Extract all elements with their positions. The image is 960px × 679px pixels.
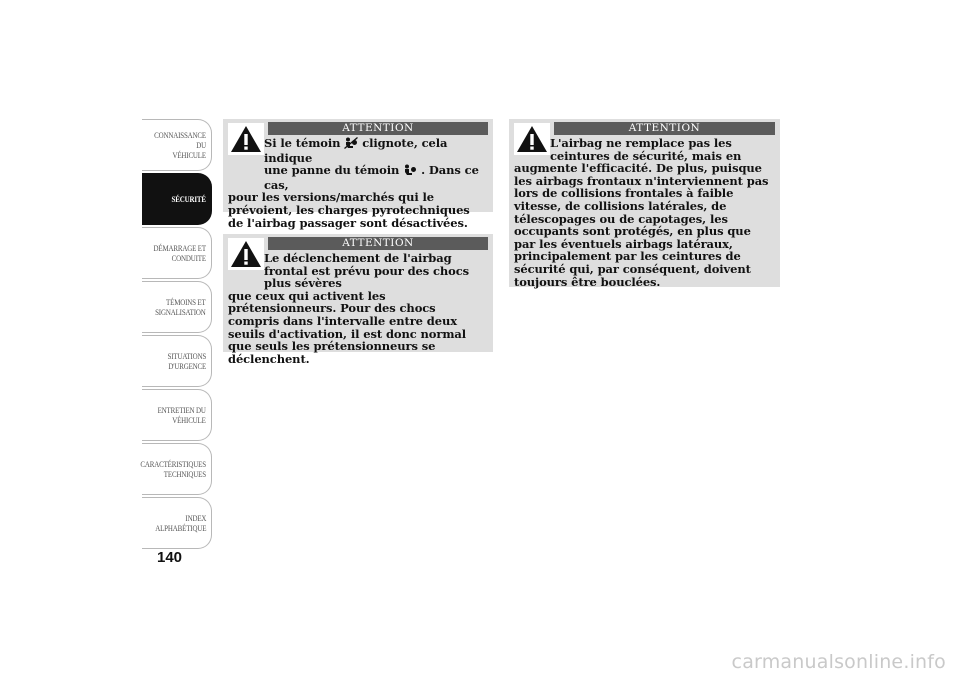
tab-demarrage-et-conduite[interactable]	[142, 227, 212, 279]
tab-entretien-du-vehicule[interactable]	[142, 389, 212, 441]
tab-situations-d-urgence[interactable]	[142, 335, 212, 387]
warning-triangle-icon	[514, 123, 550, 155]
warning-text-part: une panne du témoin	[264, 163, 400, 178]
warning-triangle-icon	[228, 123, 264, 155]
warning-heading: ATTENTION	[268, 122, 488, 135]
tab-index-alphabetique[interactable]	[142, 497, 212, 549]
tab-label: DÉMARRAGE ET CONDUITE	[153, 243, 206, 263]
passenger-airbag-off-icon	[344, 137, 358, 152]
tab-label: ENTRETIEN DU VÉHICULE	[157, 405, 206, 425]
warning-text-part: clignote, cela indique	[264, 136, 448, 165]
passenger-airbag-icon	[403, 164, 417, 179]
warning-text-part: pour les versions/marchés qui le prévoient, les charges pyrotechniques de l'airbag passager sont désactivées.	[228, 190, 470, 230]
warning-box-seat-belts	[509, 119, 780, 287]
tab-label: SITUATIONS D'URGENCE	[167, 351, 206, 371]
warning-box-airbag-indicator	[223, 119, 493, 230]
warning-text	[228, 252, 488, 365]
tab-label: SÉCURITÉ	[171, 194, 206, 204]
tab-securite[interactable]	[142, 173, 212, 225]
warning-text-part: L'airbag ne remplace pas les ceintures de sécurité, mais en	[550, 136, 742, 163]
warning-text	[228, 137, 488, 229]
tab-label: INDEX ALPHABÉTIQUE	[154, 513, 206, 533]
watermark: carmanualsonline.info	[731, 651, 946, 673]
tab-connaissance-du-vehicule[interactable]	[142, 119, 212, 171]
warning-text-part: Si le témoin	[264, 136, 341, 150]
warning-text-part: que ceux qui activent les prétensionneurs. Pour des chocs compris dans l'intervalle entre deux seuils d'activation, il est donc normal que seuls les prétensionneurs se déclenchent.	[228, 288, 467, 366]
page-number: 140	[157, 549, 183, 566]
tab-label: CARACTÉRISTIQUES TECHNIQUES	[140, 459, 206, 479]
warning-text	[514, 137, 775, 288]
tab-caracteristiques-techniques[interactable]	[142, 443, 212, 495]
warning-triangle-icon	[228, 238, 264, 270]
tab-label: CONNAISSANCE DU VÉHICULE	[154, 130, 206, 160]
warning-heading: ATTENTION	[554, 122, 775, 135]
warning-box-airbag-deployment	[223, 234, 493, 366]
warning-text-part: Le déclenchement de l'airbag frontal est prévu pour des chocs plus sévères	[264, 251, 470, 291]
tab-temoins-et-signalisation[interactable]	[142, 281, 212, 333]
warning-text-part: . Dans ce cas,	[264, 163, 479, 192]
warning-heading: ATTENTION	[268, 237, 488, 250]
section-tabs	[142, 119, 212, 551]
warning-text-part: augmente l'efficacité. De plus, puisque les airbags frontaux n'interviennent pas lors de collisions frontales à faible vitesse, de collisions latérales, de télescopages ou de capotages, les occupants sont protégés, en plus que par les éventuels airbags latéraux, principalement par les ceintures de sécurité qui, par conséquent, doivent toujours être bouclées.	[514, 161, 769, 289]
tab-label: TÉMOINS ET SIGNALISATION	[155, 297, 206, 317]
